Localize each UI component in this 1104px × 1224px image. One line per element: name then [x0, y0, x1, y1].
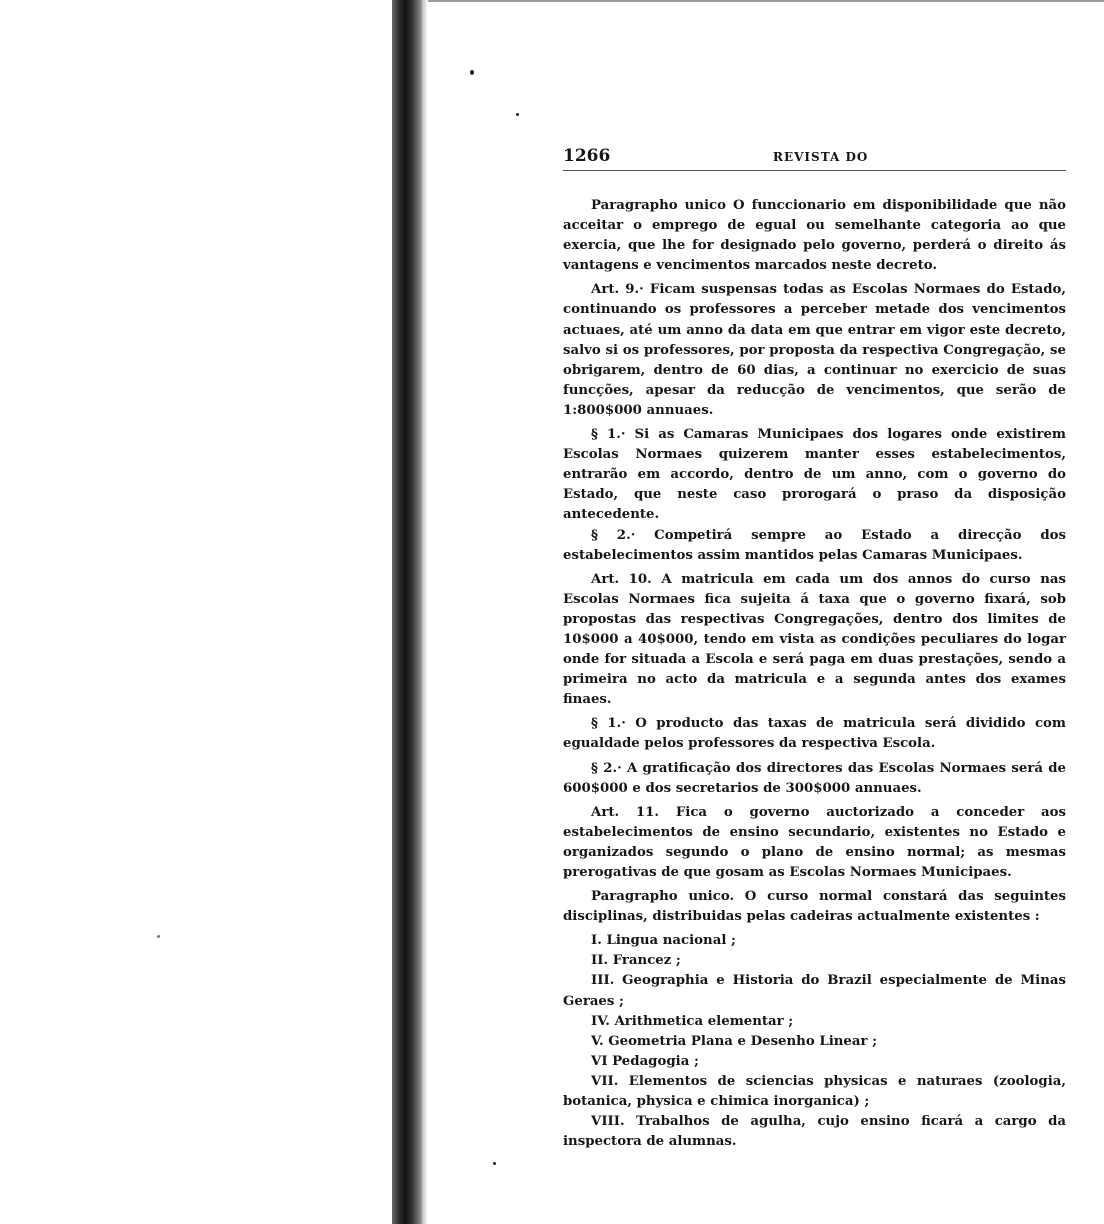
paragraph: § 2.· Competirá sempre ao Estado a direcção dos estabelecimentos assim mantidos pelas Camaras Municipaes.	[563, 527, 1066, 563]
paragraph: § 1.· O producto das taxas de matricula será dividido com egualdade pelos professores da respectiva Escola.	[563, 716, 1066, 752]
scan-speck	[470, 70, 474, 75]
scan-speck	[157, 935, 160, 938]
paragraph: § 2.· A gratificação dos directores das Escolas Normaes será de 600$000 e dos secretarios de 300$000 annuaes.	[563, 760, 1066, 796]
list-item: I. Lingua nacional ;	[591, 933, 736, 949]
header-rule	[563, 170, 1066, 172]
scan-speck	[493, 1162, 496, 1165]
paragraph: Paragrapho unico. O curso normal constará das seguintes disciplinas, distribuidas pelas cadeiras actualmente existentes :	[563, 889, 1066, 925]
list-item: IV. Arithmetica elementar ;	[591, 1013, 794, 1029]
list-item: VI Pedagogia ;	[591, 1053, 699, 1069]
list-item: III. Geographia e Historia do Brazil especialmente de Minas Geraes ;	[563, 973, 1066, 1009]
book-spine-shadow	[392, 0, 422, 1224]
paragraph: Art. 10. A matricula em cada um dos annos do curso nas Escolas Normaes fica sujeita á taxa que o governo fixará, sob propostas das respectivas Congregações, dentro dos limites de 10$000 a 40$000, tendo em vista as condições peculiares do logar onde for situada a Escola e será paga em duas prestações, sendo a primeira no acto da matricula e a segunda antes dos exames finaes.	[563, 571, 1066, 708]
paragraph: Art. 9.· Ficam suspensas todas as Escolas Normaes do Estado, continuando os professores a perceber metade dos vencimentos actuaes, até um anno da data em que entrar em vigor este decreto, salvo si os professores, por proposta da respectiva Congregação, se obrigarem, dentro de 60 dias, a continuar no exercicio de suas funcções, apesar da reducção de vencimentos, que serão de 1:800$000 annuaes.	[563, 282, 1066, 418]
paragraph: § 1.· Si as Camaras Municipaes dos logares onde existirem Escolas Normaes quizerem manter esses estabelecimentos, entrarão em accordo, dentro de um anno, com o governo do Estado, que neste caso prorogará o praso da disposição antecedente.	[563, 427, 1066, 523]
paragraph: Paragrapho unico O funccionario em disponibilidade que não acceitar o emprego de egual ou semelhante categoria ao que exercia, que lhe for designado pelo governo, perderá o direito ás vantagens e vencimentos marcados neste decreto.	[563, 198, 1066, 274]
book-gutter-edge	[422, 0, 428, 1224]
scan-speck	[516, 113, 519, 116]
running-head: REVISTA DO	[773, 150, 869, 164]
list-item: V. Geometria Plana e Desenho Linear ;	[591, 1033, 878, 1049]
page-top-edge	[428, 0, 1104, 2]
list-item: VIII. Trabalhos de agulha, cujo ensino ficará a cargo da inspectora de alumnas.	[563, 1114, 1066, 1150]
page-body	[563, 196, 1066, 1152]
paragraph: Art. 11. Fica o governo auctorizado a conceder aos estabelecimentos de ensino secundario, existentes no Estado e organizados segundo o plano de ensino normal; as mesmas prerogativas de que gosam as Escolas Normaes Municipaes.	[563, 804, 1066, 880]
page-number: 1266	[563, 146, 611, 166]
list-item: VII. Elementos de sciencias physicas e naturaes (zoologia, botanica, physica e chimica inorganica) ;	[563, 1073, 1066, 1110]
list-item: II. Francez ;	[591, 953, 681, 969]
page-header	[563, 146, 1066, 168]
